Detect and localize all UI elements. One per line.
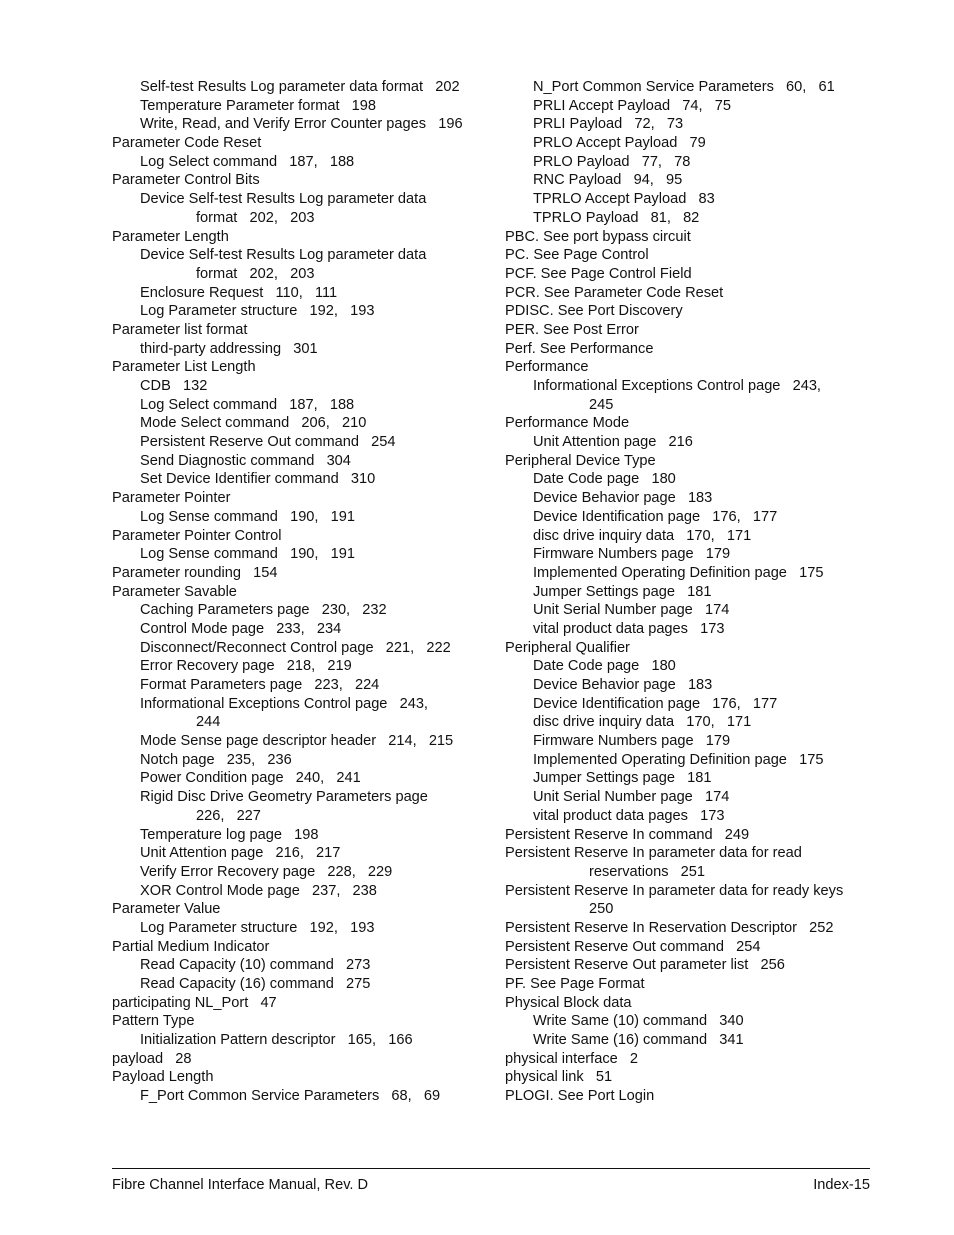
index-entry: Control Mode page 233, 234 [140, 620, 342, 637]
index-entry: Persistent Reserve In parameter data for ready keys [505, 882, 844, 899]
index-entry: Implemented Operating Definition page 175 [533, 751, 824, 768]
index-entry: Unit Serial Number page 174 [533, 789, 730, 806]
index-entry: Partial Medium Indicator [112, 938, 270, 955]
index-entry: Log Parameter structure 192, 193 [140, 303, 375, 320]
index-entry: Caching Parameters page 230, 232 [140, 602, 387, 619]
index-entry: Rigid Disc Drive Geometry Parameters page [140, 789, 428, 806]
index-entry: PER. See Post Error [505, 321, 639, 338]
index-entry: Log Select command 187, 188 [140, 153, 355, 170]
index-entry: Device Identification page 176, 177 [533, 508, 778, 525]
index-entry: Parameter Value [112, 901, 221, 918]
index-entry: Set Device Identifier command 310 [140, 471, 376, 488]
index-entry: format 202, 203 [196, 265, 315, 282]
index-entry: TPRLO Accept Payload 83 [533, 191, 715, 208]
index-entry: PCF. See Page Control Field [505, 265, 692, 282]
index-entry: PF. See Page Format [505, 976, 645, 992]
index-entry: Error Recovery page 218, 219 [140, 658, 352, 675]
index-entry: 244 [196, 714, 221, 731]
index-entry: Read Capacity (16) command 275 [140, 976, 371, 992]
index-entry: Parameter Control Bits [112, 172, 260, 189]
index-entry: Mode Sense page descriptor header 214, 215 [140, 733, 454, 750]
index-entry: Persistent Reserve In command 249 [505, 826, 750, 843]
index-entry: Verify Error Recovery page 228, 229 [140, 863, 393, 880]
index-entry: Notch page 235, 236 [140, 751, 292, 768]
index-entry: Unit Attention page 216 [533, 434, 693, 451]
index-entry: Payload Length [112, 1069, 214, 1086]
index-entry: PRLO Payload 77, 78 [533, 153, 691, 170]
index-entry: Performance Mode [505, 415, 630, 432]
index-entry: Parameter Pointer [112, 490, 231, 507]
index-entry: payload 28 [112, 1050, 192, 1067]
index-entry: CDB 132 [140, 378, 208, 394]
index-entry: Date Code page 180 [533, 658, 676, 675]
index-entry: Temperature Parameter format 198 [140, 97, 377, 114]
index-entry: PLOGI. See Port Login [505, 1088, 655, 1105]
index-entry: Parameter Code Reset [112, 135, 262, 152]
index-entry: 226, 227 [196, 807, 261, 824]
index-entry: third-party addressing 301 [140, 340, 318, 357]
index-entry: Log Sense command 190, 191 [140, 508, 355, 525]
index-entry: Device Behavior page 183 [533, 677, 713, 693]
index-entry: Initialization Pattern descriptor 165, 166 [140, 1032, 413, 1049]
index-entry: Firmware Numbers page 179 [533, 733, 731, 750]
index-entry: Physical Block data [505, 994, 632, 1011]
index-entry: vital product data pages 173 [533, 620, 725, 637]
index-entry: Log Select command 187, 188 [140, 396, 355, 413]
index-column-left [112, 78, 497, 1106]
index-entry: Device Behavior page 183 [533, 490, 713, 507]
index-entry: Temperature log page 198 [140, 826, 319, 843]
index-entry: N_Port Common Service Parameters 60, 61 [533, 79, 835, 95]
index-entry: Device Identification page 176, 177 [533, 695, 778, 712]
index-entry: Pattern Type [112, 1013, 195, 1030]
index-entry: TPRLO Payload 81, 82 [533, 209, 700, 226]
index-entry: format 202, 203 [196, 209, 315, 226]
index-entry: PBC. See port bypass circuit [505, 228, 691, 245]
index-entry: vital product data pages 173 [533, 807, 725, 824]
index-entry: participating NL_Port 47 [112, 994, 277, 1011]
index-entry: Jumper Settings page 181 [533, 770, 712, 787]
index-entry: Disconnect/Reconnect Control page 221, 222 [140, 639, 451, 656]
index-entry: Informational Exceptions Control page 243, [140, 695, 428, 712]
index-entry: PCR. See Parameter Code Reset [505, 284, 724, 301]
index-entry: Persistent Reserve Out command 254 [140, 434, 396, 451]
footer-divider [112, 1168, 870, 1169]
index-entry: Send Diagnostic command 304 [140, 452, 351, 469]
index-entry: Performance [505, 359, 589, 376]
index-entry: Peripheral Qualifier [505, 639, 630, 656]
index-entry: PRLI Payload 72, 73 [533, 116, 684, 133]
index-entry: Perf. See Performance [505, 340, 654, 357]
index-entry: PC. See Page Control [505, 247, 649, 264]
index-entry: Log Parameter structure 192, 193 [140, 919, 375, 936]
index-entry: PRLO Accept Payload 79 [533, 135, 706, 152]
index-entry: Informational Exceptions Control page 243, [533, 378, 821, 394]
footer-manual-title: Fibre Channel Interface Manual, Rev. D [112, 1177, 369, 1193]
index-entry: Mode Select command 206, 210 [140, 415, 367, 432]
index-entry: Parameter List Length [112, 359, 256, 376]
index-entry: Write, Read, and Verify Error Counter pages 196 [140, 116, 463, 133]
index-entry: Format Parameters page 223, 224 [140, 677, 380, 693]
index-entry: reservations 251 [589, 863, 706, 880]
index-entry: Unit Attention page 216, 217 [140, 845, 341, 862]
index-entry: Parameter Length [112, 228, 229, 245]
index-entry: Self-test Results Log parameter data format 202 [140, 79, 460, 95]
index-entry: Persistent Reserve In Reservation Descriptor 252 [505, 919, 834, 936]
index-entry: disc drive inquiry data 170, 171 [533, 527, 752, 544]
index-entry: XOR Control Mode page 237, 238 [140, 882, 377, 899]
index-entry: Enclosure Request 110, 111 [140, 284, 338, 301]
index-entry: Persistent Reserve In parameter data for read [505, 845, 802, 862]
index-entry: Write Same (16) command 341 [533, 1032, 744, 1049]
footer-page-number: Index-15 [813, 1177, 870, 1193]
index-entry: disc drive inquiry data 170, 171 [533, 714, 752, 731]
index-entry: physical link 51 [505, 1069, 613, 1086]
index-entry: Implemented Operating Definition page 175 [533, 564, 824, 581]
index-entry: Log Sense command 190, 191 [140, 546, 355, 563]
index-entry: Date Code page 180 [533, 471, 676, 488]
index-entry: Write Same (10) command 340 [533, 1013, 744, 1030]
index-entry: Parameter Pointer Control [112, 527, 282, 544]
index-entry: Firmware Numbers page 179 [533, 546, 731, 563]
index-entry: Parameter rounding 154 [112, 564, 278, 581]
index-entry: Peripheral Device Type [505, 452, 656, 469]
index-entry: 250 [589, 901, 614, 918]
index-entry: PDISC. See Port Discovery [505, 303, 683, 320]
index-entry: Parameter Savable [112, 583, 237, 600]
index-entry: F_Port Common Service Parameters 68, 69 [140, 1088, 441, 1105]
index-entry: Device Self-test Results Log parameter data [140, 191, 427, 208]
index-entry: RNC Payload 94, 95 [533, 172, 683, 189]
index-entry: Read Capacity (10) command 273 [140, 957, 371, 974]
index-entry: physical interface 2 [505, 1050, 639, 1067]
index-column-right [505, 78, 885, 1106]
index-entry: Jumper Settings page 181 [533, 583, 712, 600]
index-entry: 245 [589, 396, 614, 413]
index-entry: PRLI Accept Payload 74, 75 [533, 97, 731, 114]
index-entry: Persistent Reserve Out command 254 [505, 938, 761, 955]
index-entry: Persistent Reserve Out parameter list 256 [505, 957, 785, 974]
index-entry: Power Condition page 240, 241 [140, 770, 361, 787]
index-entry: Parameter list format [112, 321, 248, 338]
index-entry: Device Self-test Results Log parameter data [140, 247, 427, 264]
index-entry: Unit Serial Number page 174 [533, 602, 730, 619]
